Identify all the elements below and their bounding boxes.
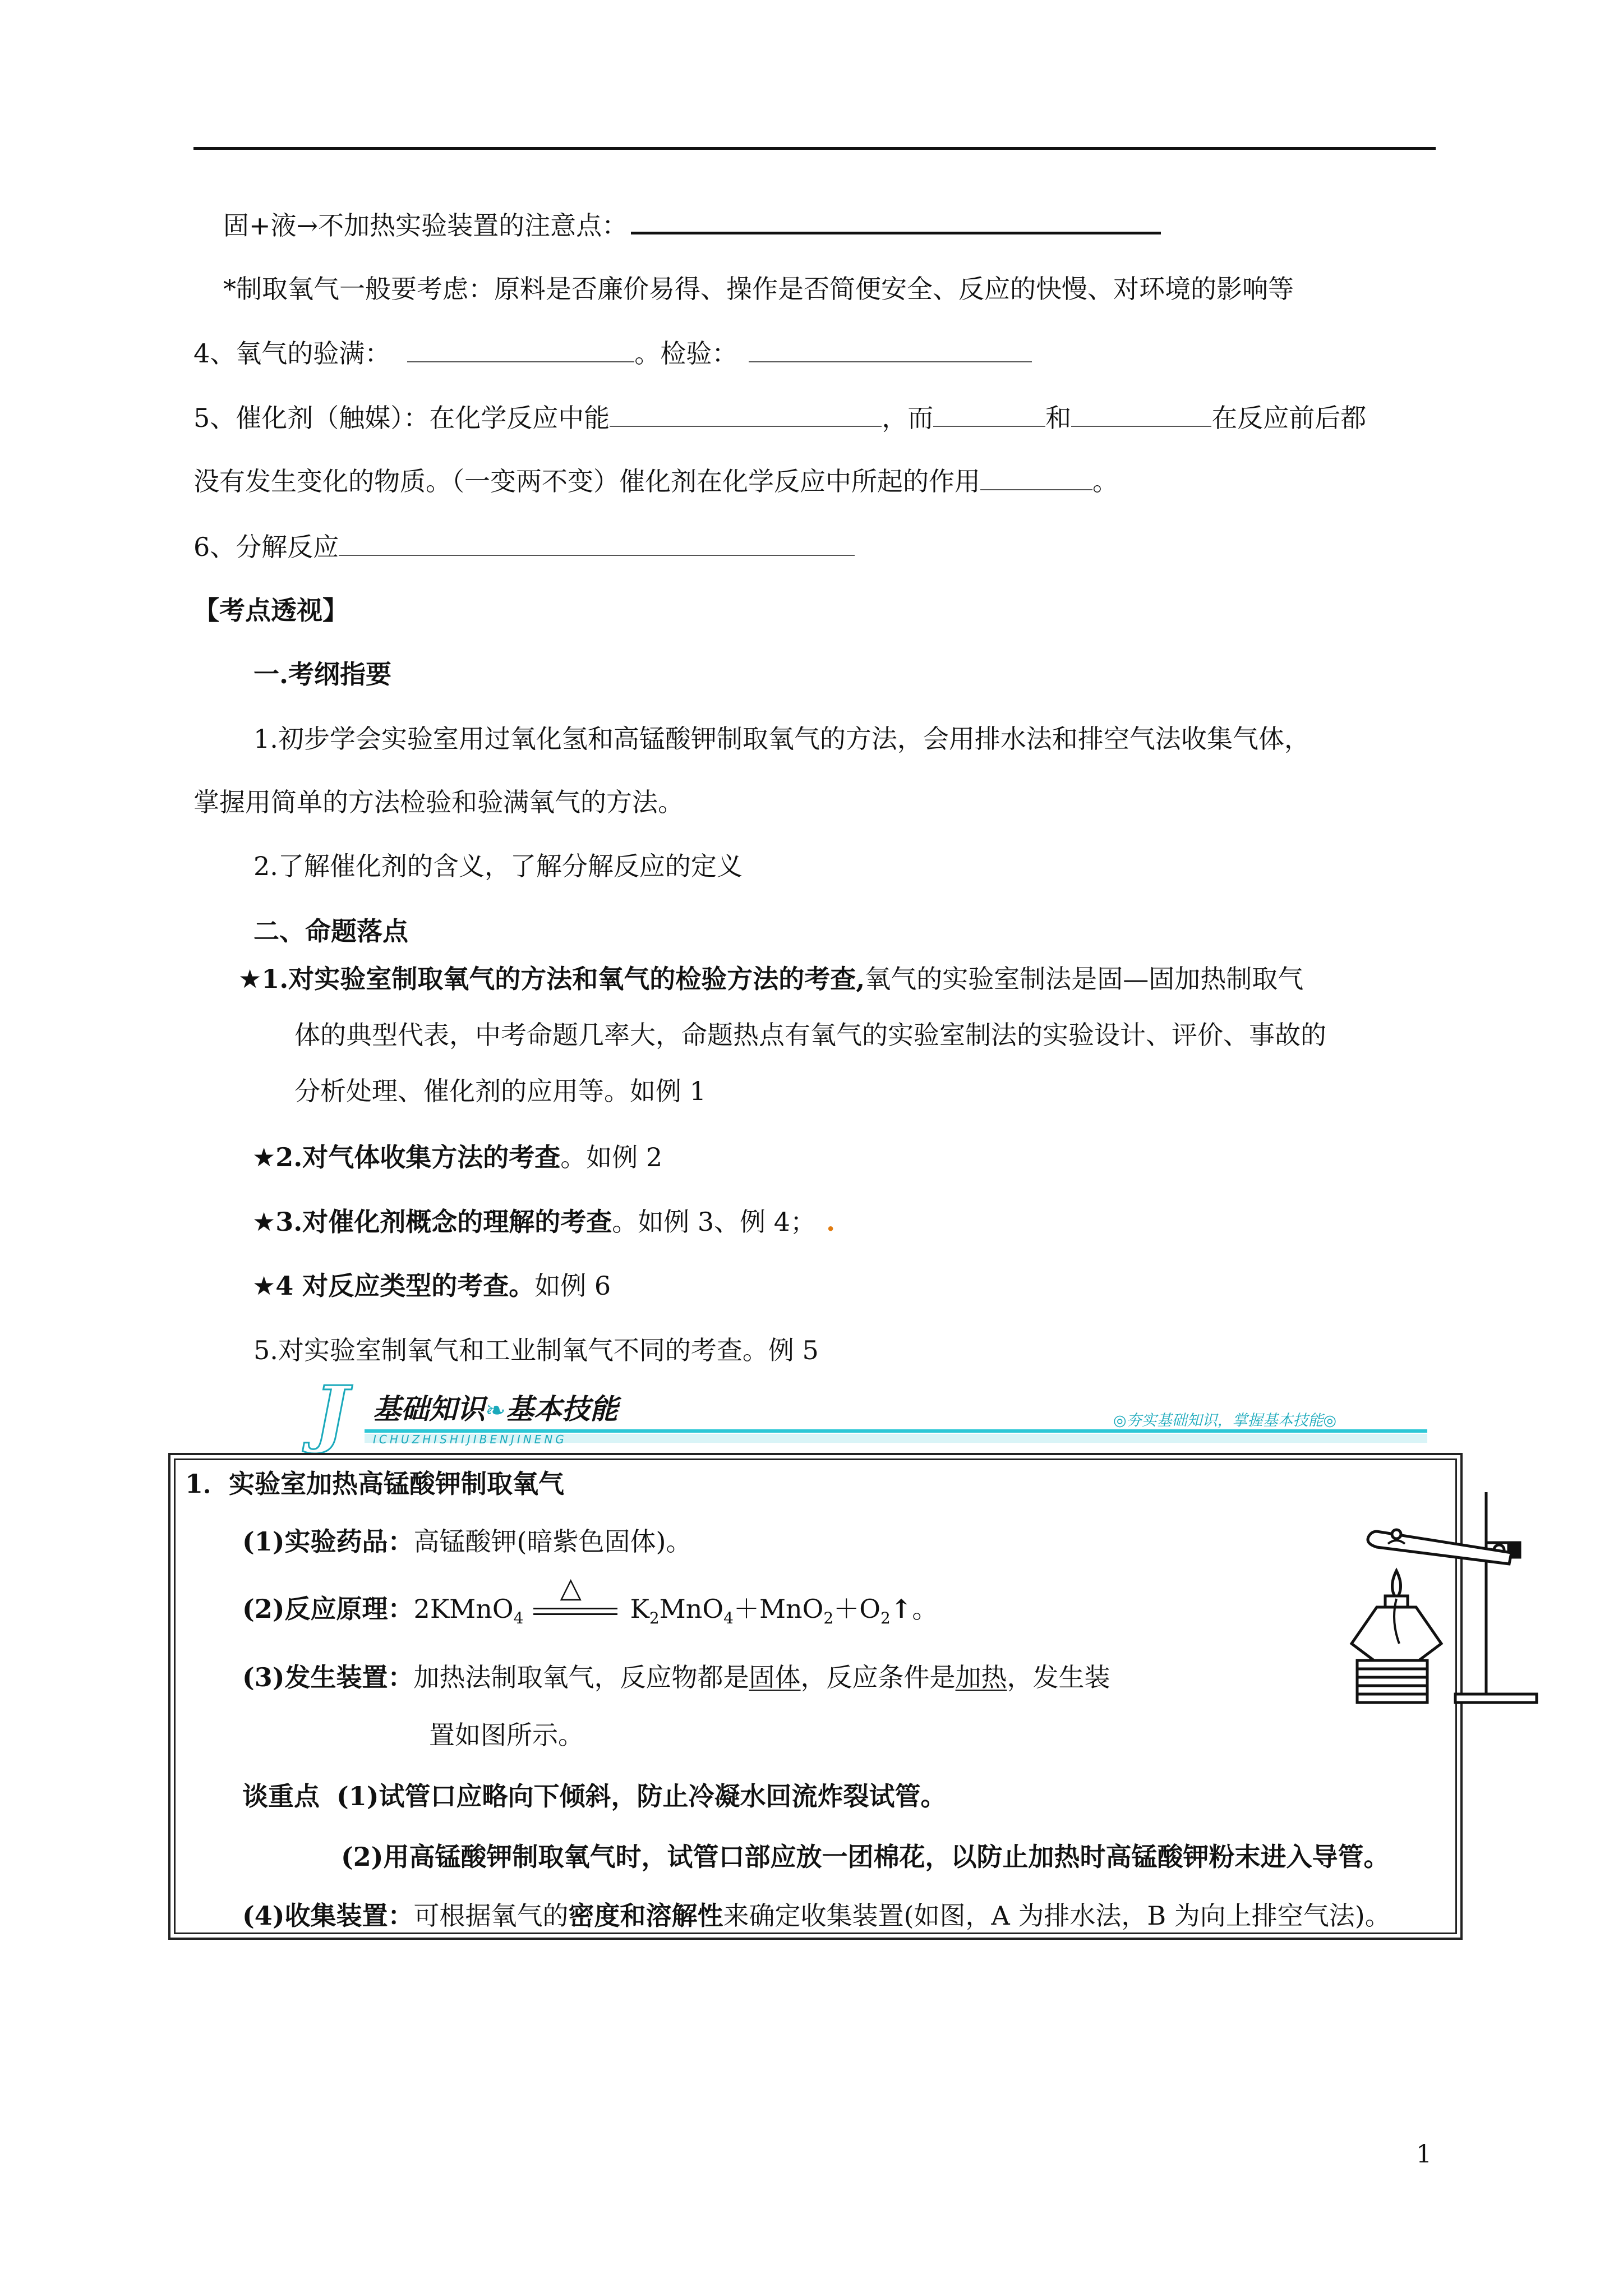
point-text: 如例 6: [534, 1271, 611, 1301]
heading-mingti: 二、命题落点: [253, 916, 408, 946]
point-5: 5.对实验室制氧气和工业制氧气不同的考查。例 5: [253, 1335, 819, 1365]
page-number: 1: [1416, 2140, 1432, 2169]
item-4: [193, 337, 1032, 370]
blank-answer[interactable]: [339, 532, 855, 556]
item-text: 5、催化剂（触媒）：在化学反应中能: [193, 403, 610, 433]
item-text: 高锰酸钾(暗紫色固体)。: [413, 1526, 692, 1557]
item-text: 4、氧气的验满：: [193, 338, 391, 369]
point-1: [238, 962, 1303, 996]
point-1-line3: 分析处理、催化剂的应用等。如例 1: [294, 1076, 706, 1106]
section-title-kaodian: 【考点透视】: [193, 595, 348, 625]
eq-line: [533, 1613, 617, 1615]
item-5-cont: [193, 464, 1118, 498]
point-2: [252, 1140, 662, 1174]
star-icon: ★: [238, 964, 262, 994]
up-arrow-icon: ↑: [890, 1594, 912, 1624]
box-item-2: [242, 1571, 938, 1635]
item-text: 可根据氧气的: [413, 1901, 569, 1931]
item-text: 。检验：: [634, 338, 738, 369]
item-underlined: 加热: [955, 1662, 1007, 1692]
heat-icon: △: [560, 1571, 582, 1604]
para-1b: 掌握用简单的方法检验和验满氧气的方法。: [193, 787, 684, 817]
header-rule: [193, 147, 1436, 150]
eq-product: ＋MnO: [733, 1594, 824, 1624]
point-bold: 4 对反应类型的考查。: [275, 1271, 535, 1301]
item-text: ，反应条件是: [800, 1662, 956, 1692]
banner-pinyin: ICHUZHISHIJIBENJINENG: [373, 1433, 567, 1446]
banner-title: [373, 1387, 618, 1427]
star-icon: ★: [252, 1142, 276, 1172]
point-text: 氧气的实验室制法是固—固加热制取气: [865, 964, 1304, 994]
item-text: 6、分解反应: [193, 532, 339, 562]
item-bold: 密度和溶解性: [568, 1901, 723, 1931]
point-text: 。如例 2: [560, 1142, 663, 1172]
point-bold: 3.对催化剂概念的理解的考查: [275, 1207, 612, 1237]
point-4: [252, 1269, 611, 1303]
tan-label: 谈重点: [242, 1781, 320, 1811]
blank-answer[interactable]: [933, 403, 1045, 427]
orange-dot: .: [826, 1207, 836, 1237]
eq-end: 。: [912, 1594, 938, 1624]
eq-condition: [529, 1571, 624, 1622]
item-text: 在反应前后都: [1211, 403, 1367, 433]
box-item-3: [242, 1660, 1110, 1694]
eq-product: ＋O: [833, 1594, 880, 1624]
blank-answer[interactable]: [749, 339, 1032, 362]
star-icon: ★: [252, 1207, 276, 1237]
item-text: 。: [1092, 466, 1118, 496]
blank-answer[interactable]: [610, 403, 882, 427]
point-bold: 1.对实验室制取氧气的方法和氧气的检验方法的考查,: [261, 964, 865, 994]
tan-point-2: (2)用高锰酸钾制取氧气时，试管口部应放一团棉花，以防止加热时高锰酸钾粉末进入导管。: [341, 1842, 1390, 1872]
point-1-line2: 体的典型代表，中考命题几率大，命题热点有氧气的实验室制法的实验设计、评价、事故的: [294, 1020, 1326, 1050]
item-text: 和: [1045, 403, 1072, 433]
line-solid-liquid: [223, 209, 1161, 242]
box-item-4: [242, 1899, 1391, 1932]
banner-title-a: 基础知识: [373, 1393, 485, 1425]
line-considerations: *制取氧气一般要考虑：原料是否廉价易得、操作是否简便安全、反应的快慢、对环境的影响等: [223, 274, 1294, 304]
star-icon: ★: [252, 1271, 276, 1301]
item-text: 没有发生变化的物质。（一变两不变）催化剂在化学反应中所起的作用: [193, 466, 980, 496]
eq-sub: 2: [823, 1609, 834, 1628]
banner-letter-j: J: [314, 1370, 349, 1456]
item-text: 来确定收集装置(如图，A 为排水法，B 为向上排空气法)。: [723, 1901, 1391, 1931]
line-text: 固+液→不加热实验装置的注意点：: [223, 210, 628, 241]
blank-answer[interactable]: [631, 209, 1161, 234]
eq-line: [533, 1608, 617, 1609]
item-5: [193, 401, 1366, 435]
blank-answer[interactable]: [407, 339, 634, 362]
item-text: ，发生装: [1007, 1662, 1110, 1692]
tan-zhongdian: [242, 1779, 947, 1813]
item-text: ，而: [882, 403, 934, 433]
item-label: (1)实验药品：: [242, 1526, 414, 1557]
apparatus-illustration: [1343, 1481, 1567, 1717]
box-heading: 1．实验室加热高锰酸钾制取氧气: [185, 1469, 565, 1499]
item-6: [193, 530, 855, 564]
section-banner: [314, 1370, 1430, 1456]
eq-reactant: 2KMnO: [413, 1594, 514, 1624]
point-bold: 2.对气体收集方法的考查: [275, 1142, 561, 1172]
tan-point-1: (1)试管口应略向下倾斜，防止冷凝水回流炸裂试管。: [336, 1781, 947, 1811]
blank-answer[interactable]: [980, 467, 1092, 490]
eq-product: MnO: [659, 1594, 724, 1624]
eq-sub: 4: [513, 1609, 524, 1628]
banner-title-b: 基本技能: [505, 1393, 618, 1425]
point-3: [252, 1205, 835, 1239]
banner-slogan: ◎夯实基础知识，掌握基本技能◎: [1113, 1412, 1337, 1429]
eq-sub: 2: [880, 1609, 891, 1628]
item-text: 加热法制取氧气，反应物都是: [413, 1662, 749, 1692]
equation: [413, 1571, 938, 1628]
box-item-1: [242, 1525, 691, 1558]
box-item-3-cont: 置如图所示。: [429, 1720, 584, 1750]
item-label: (3)发生装置：: [242, 1662, 414, 1692]
para-1a: 1.初步学会实验室用过氧化氢和高锰酸钾制取氧气的方法，会用排水法和排空气法收集气体，: [253, 724, 1310, 754]
blank-answer[interactable]: [1071, 403, 1211, 427]
eq-sub: 2: [649, 1609, 660, 1628]
eq-product: K: [630, 1594, 649, 1624]
para-2: 2.了解催化剂的含义，了解分解反应的定义: [253, 851, 743, 881]
item-label: (4)收集装置：: [242, 1901, 414, 1931]
point-text: 。如例 3、例 4；: [612, 1207, 817, 1237]
banner-sep-icon: ❧: [485, 1396, 506, 1425]
heading-kaogang: 一.考纲指要: [253, 659, 392, 689]
item-label: (2)反应原理：: [242, 1594, 414, 1624]
eq-sub: 4: [723, 1609, 734, 1628]
item-underlined: 固体: [749, 1662, 801, 1692]
